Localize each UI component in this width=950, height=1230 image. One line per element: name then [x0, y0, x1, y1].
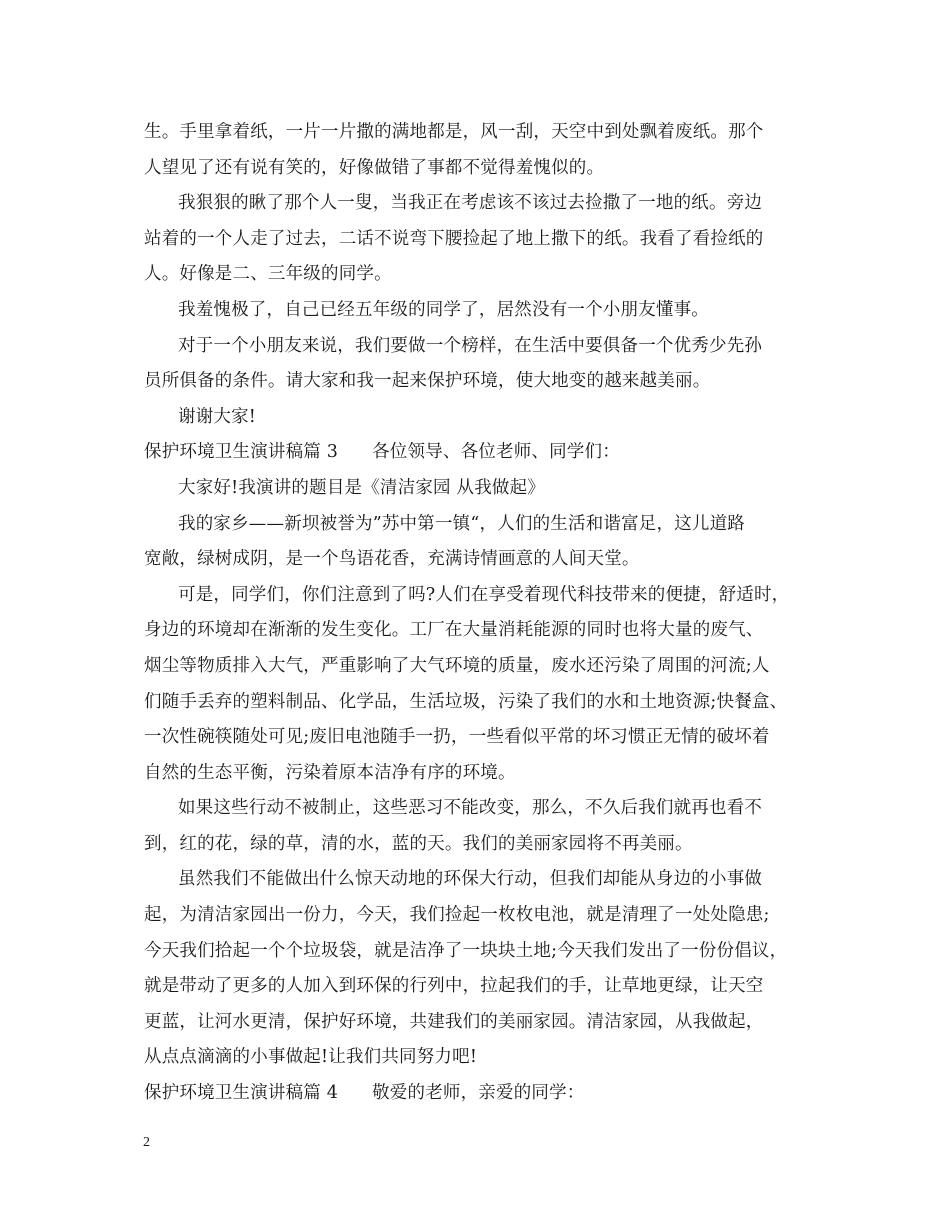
paragraph-line: 可是，同学们，你们注意到了吗?人们在享受着现代科技带来的便捷，舒适时， — [178, 584, 790, 605]
section-greeting: 各位领导、各位老师、同学们： — [372, 442, 620, 463]
section-heading-4 — [144, 1076, 814, 1112]
paragraph-line: 谢谢大家! — [178, 406, 257, 427]
paragraph-line: 宽敞，绿树成阴，是一个鸟语花香，充满诗情画意的人间天堂。 — [144, 549, 640, 570]
paragraph-line: 如果这些行动不被制止，这些恶习不能改变，那么，不久后我们就再也看不 — [178, 798, 763, 819]
paragraph-line: 更蓝，让河水更清，保护好环境，共建我们的美丽家园。清洁家园，从我做起， — [144, 1011, 764, 1032]
document-body — [144, 115, 814, 1112]
paragraph-line: 今天我们拾起一个个垃圾袋，就是洁净了一块块土地;今天我们发出了一份份倡议， — [144, 940, 788, 961]
paragraph-line: 们随手丢弃的塑料制品、化学品，生活垃圾，污染了我们的水和土地资源;快餐盒、 — [144, 691, 788, 712]
paragraph-line: 站着的一个人走了过去，二话不说弯下腰捡起了地上撒下的纸。我看了看捡纸的 — [144, 228, 764, 249]
paragraph-line: 自然的生态平衡，污染着原本洁净有序的环境。 — [144, 762, 516, 783]
paragraph-line: 对于一个小朋友来说，我们要做一个榜样，在生活中要俱备一个优秀少先孙 — [178, 335, 763, 356]
paragraph-line: 人。好像是二、三年级的同学。 — [144, 264, 392, 285]
paragraph-line: 我的家乡——新坝被誉为”苏中第一镇“，人们的生活和谐富足，这儿道路 — [178, 513, 745, 534]
paragraph-line: 大家好!我演讲的题目是《清洁家园 从我做起》 — [178, 477, 545, 498]
paragraph-line: 到，红的花，绿的草，清的水，蓝的天。我们的美丽家园将不再美丽。 — [144, 833, 693, 854]
paragraph-line: 人望见了还有说有笑的，好像做错了事都不觉得羞愧似的。 — [144, 157, 605, 178]
paragraph-line: 身边的环境却在渐渐的发生变化。工厂在大量消耗能源的同时也将大量的废气、 — [144, 620, 764, 641]
paragraph-line: 烟尘等物质排入大气，严重影响了大气环境的质量，废水还污染了周围的河流;人 — [144, 655, 770, 676]
paragraph-line: 就是带动了更多的人加入到环保的行列中，拉起我们的手，让草地更绿，让天空 — [144, 976, 764, 997]
page-number: 2 — [143, 1135, 150, 1150]
section-title: 保护环境卫生演讲稿篇 3 — [144, 442, 339, 463]
paragraph-line: 我羞愧极了，自己已经五年级的同学了，居然没有一个小朋友懂事。 — [178, 299, 709, 320]
section-greeting: 敬爱的老师，亲爱的同学： — [372, 1083, 585, 1104]
paragraph-line: 员所俱备的条件。请大家和我一起来保护环境，使大地变的越来越美丽。 — [144, 371, 711, 392]
paragraph-line: 我狠狠的瞅了那个人一叟，当我正在考虑该不该过去捡撒了一地的纸。旁边 — [178, 193, 763, 214]
paragraph-line: 起，为清洁家园出一份力，今天，我们捡起一枚枚电池，就是清理了一处处隐患; — [144, 905, 770, 926]
paragraph-line: 一次性碗筷随处可见;废旧电池随手一扔，一些看似平常的坏习惯正无情的破坏着 — [144, 727, 770, 748]
paragraph-line: 从点点滴滴的小事做起!让我们共同努力吧! — [144, 1047, 478, 1068]
section-heading-3 — [144, 435, 814, 471]
paragraph-line: 生。手里拿着纸，一片一片撒的满地都是，风一刮，天空中到处飘着废纸。那个 — [144, 122, 764, 142]
paragraph-line: 虽然我们不能做出什么惊天动地的环保大行动，但我们却能从身边的小事做 — [178, 869, 763, 890]
section-title: 保护环境卫生演讲稿篇 4 — [144, 1083, 339, 1104]
